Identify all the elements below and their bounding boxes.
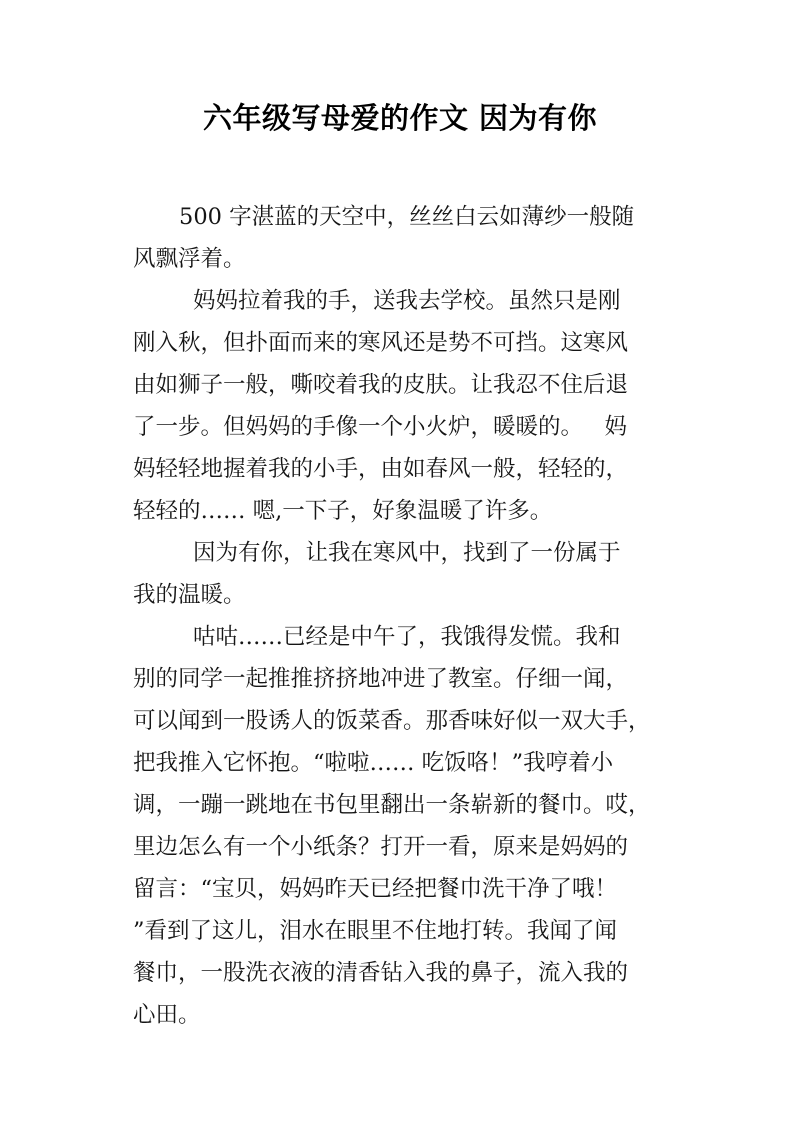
text-line: 别的同学一起推推挤挤地冲进了教室。仔细一闻， [133, 666, 629, 692]
paragraph-2 [133, 280, 693, 532]
text-line: 妈轻轻地握着我的小手，由如春风一般，轻轻的， [133, 456, 629, 482]
text-line: 咕咕……已经是中午了，我饿得发慌。我和 [193, 624, 621, 650]
text-line: 心田。 [133, 1002, 201, 1028]
paragraph-3 [133, 532, 693, 616]
document-title: 六年级写母爱的作文 因为有你 [202, 101, 598, 135]
paragraph-1 [133, 196, 693, 280]
text-line: 妈妈拉着我的手，送我去学校。虽然只是刚 [193, 288, 621, 314]
text-line: 刚入秋，但扑面而来的寒风还是势不可挡。这寒风 [133, 330, 629, 356]
text-line: 留言：“宝贝，妈妈昨天已经把餐巾洗干净了哦！ [133, 876, 618, 902]
text-line: 500 字湛蓝的天空中，丝丝白云如薄纱一般随 [179, 204, 635, 230]
text-line: 可以闻到一股诱人的饭菜香。那香味好似一双大手， [133, 708, 651, 734]
text-line: ”看到了这儿，泪水在眼里不住地打转。我闻了闻 [133, 918, 618, 944]
text-line: 把我推入它怀抱。“啦啦…… 吃饭咯！”我哼着小 [133, 750, 614, 776]
essay-body [133, 196, 693, 1036]
text-line: 由如狮子一般，嘶咬着我的皮肤。让我忍不住后退 [133, 372, 629, 398]
text-line: 轻轻的…… 嗯,一下子，好象温暖了许多。 [133, 498, 553, 524]
text-line: 调，一蹦一跳地在书包里翻出一条崭新的餐巾。哎， [133, 792, 651, 818]
text-line: 风飘浮着。 [133, 246, 246, 272]
text-line: 我的温暖。 [133, 582, 246, 608]
text-line: 了一步。但妈妈的手像一个小火炉，暖暖的。 妈 [133, 414, 627, 440]
paragraph-4 [133, 616, 693, 1036]
text-line: 餐巾，一股洗衣液的清香钻入我的鼻子，流入我的 [133, 960, 629, 986]
text-line: 里边怎么有一个小纸条？打开一看，原来是妈妈的 [133, 834, 629, 860]
text-line: 因为有你，让我在寒风中，找到了一份属于 [193, 540, 621, 566]
